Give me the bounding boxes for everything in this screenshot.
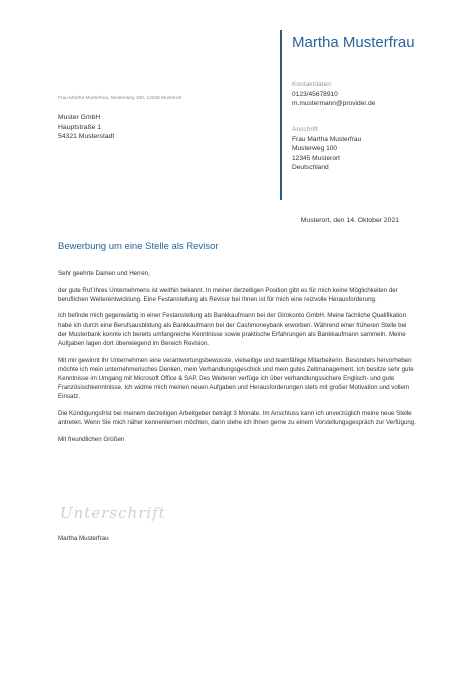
closing: Mit freundlichen Grüßen bbox=[58, 435, 125, 443]
recipient-line: Hauptstraße 1 bbox=[58, 123, 102, 131]
recipient-line: 54321 Musterstadt bbox=[58, 133, 115, 141]
applicant-name: Martha Musterfrau bbox=[292, 34, 415, 51]
letter-subject: Bewerbung um eine Stelle als Revisor bbox=[58, 241, 219, 252]
body-paragraph: Ich befinde mich gegenwärtig in einer Festanstellung als Bankkaufmann bei der Girokonto GmbH. Meine fachliche Qualifikation habe ich durch eine Berufsausbildung als Bankkaufmann bei der Cashmoneybank erworben. Während einer früheren Stelle bei der Musterbank konnte ich bereits umfangreiche Kenntnisse sowie praktische Erfahrungen als Bankkaufmann sammeln. Meine Aufgaben lagen dort überwiegend im Bereich Revision. bbox=[58, 312, 407, 347]
contact-block bbox=[292, 80, 375, 109]
address-line: Frau Martha Musterfrau bbox=[292, 135, 362, 143]
address-line: Deutschland bbox=[292, 164, 329, 172]
letter-body bbox=[58, 269, 416, 451]
address-line: Musterweg 100 bbox=[292, 145, 338, 153]
salutation: Sehr geehrte Damen und Herren, bbox=[58, 270, 150, 277]
recipient-block bbox=[58, 113, 114, 142]
contact-label: Kontaktdaten bbox=[292, 81, 331, 88]
body-paragraph: Mit mir gewinnt Ihr Unternehmen eine verantwortungsbewusste, vielseitige und teamfähige Mitarbeiterin. Besonders hervorheben möchte ich mein unternehmerisches Denken, mein Verhandlungsgeschick und mein gutes Zeitmanagement. Ich besitze sehr gute Kenntnisse im Umgang mit Microsoft Office & SAP. Des Weiteren verfüge ich über verhandlungssichere Englisch- und gute Französischkenntnisse. Ich widme mich meinen neuen Aufgaben und Herausforderungen stets mit großer Motivation und vollem Einsatz. bbox=[58, 356, 414, 401]
address-label: Anschrift bbox=[292, 126, 318, 133]
signer-name: Martha Musterfrau bbox=[58, 535, 109, 542]
address-block bbox=[292, 125, 361, 173]
body-paragraph: Die Kündigungsfrist bei meinem derzeitigen Arbeitgeber beträgt 3 Monate. Im Anschluss kann ich unverzüglich meine neue Stelle antreten. Wenn Sie mich näher kennenlernen möchten, dann stehe ich Ihnen gerne zu einem Vorstellungsgespräch zur Verfügung. bbox=[58, 410, 416, 427]
signature-placeholder: Unterschrift bbox=[60, 504, 166, 522]
contact-email: m.mustermann@provider.de bbox=[292, 100, 376, 108]
sender-return-line: Frau Martha Musterfrau, Musterweg 100, 12345 Musterort bbox=[58, 96, 182, 101]
address-line: 12345 Musterort bbox=[292, 154, 341, 162]
recipient-line: Muster GmbH bbox=[58, 114, 101, 121]
body-paragraph: der gute Ruf Ihres Unternehmens ist weithin bekannt. In meiner derzeitigen Position gibt es für mich keine Möglichkeiten der beruflichen Weiterentwicklung. Eine Festanstellung als Revisor bei Ihnen ist für mich eine reizvolle Herausforderung. bbox=[58, 286, 398, 303]
contact-phone: 0123/45678910 bbox=[292, 90, 338, 98]
header-divider-line bbox=[280, 30, 282, 200]
letter-date: Musterort, den 14. Oktober 2021 bbox=[300, 217, 399, 224]
